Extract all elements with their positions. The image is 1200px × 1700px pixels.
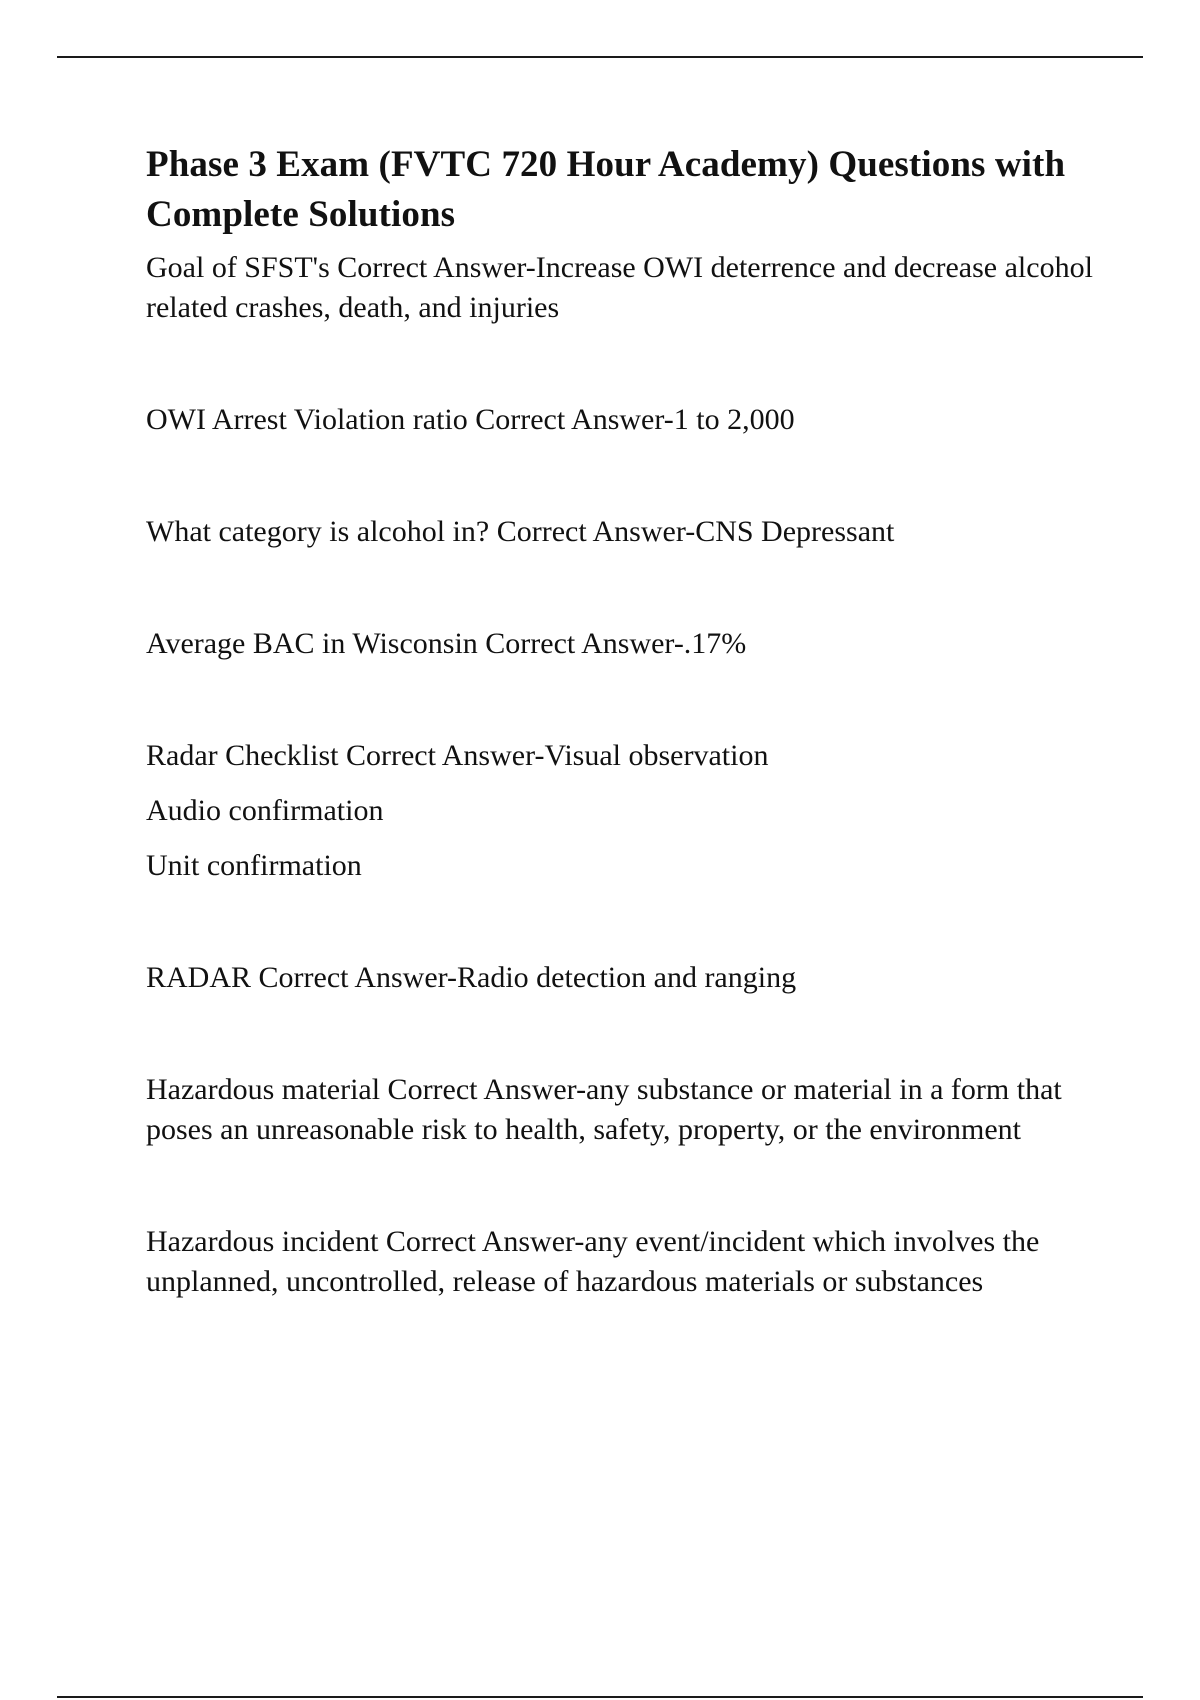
qa-entry-hazardous-incident: Hazardous incident Correct Answer-any event/incident which involves the unplanned, uncontrolled, release of hazardous materials or substances: [146, 1225, 1040, 1298]
radar-checklist-line: Unit confirmation: [146, 849, 362, 882]
radar-checklist-line: Radar Checklist Correct Answer-Visual observation: [146, 739, 769, 772]
footer-rule: [57, 1696, 1143, 1698]
document-title: Phase 3 Exam (FVTC 720 Hour Academy) Questions with Complete Solutions: [146, 144, 1066, 235]
qa-entry-alcohol-category: What category is alcohol in? Correct Answer-CNS Depressant: [146, 515, 895, 548]
qa-entry-radar-checklist: [146, 736, 1096, 886]
radar-checklist-line: Audio confirmation: [146, 794, 384, 827]
header-rule: [57, 56, 1143, 58]
qa-entry-sfst-goal: Goal of SFST's Correct Answer-Increase OWI deterrence and decrease alcohol related crashes, death, and injuries: [146, 251, 1093, 324]
qa-entry-owi-ratio: OWI Arrest Violation ratio Correct Answer-1 to 2,000: [146, 403, 795, 436]
qa-entry-average-bac: Average BAC in Wisconsin Correct Answer-.17%: [146, 627, 747, 660]
document-body: [146, 140, 1096, 1302]
qa-entry-radar-definition: RADAR Correct Answer-Radio detection and ranging: [146, 961, 797, 994]
qa-entry-hazardous-material: Hazardous material Correct Answer-any substance or material in a form that poses an unreasonable risk to health, safety, property, or the environment: [146, 1073, 1062, 1146]
